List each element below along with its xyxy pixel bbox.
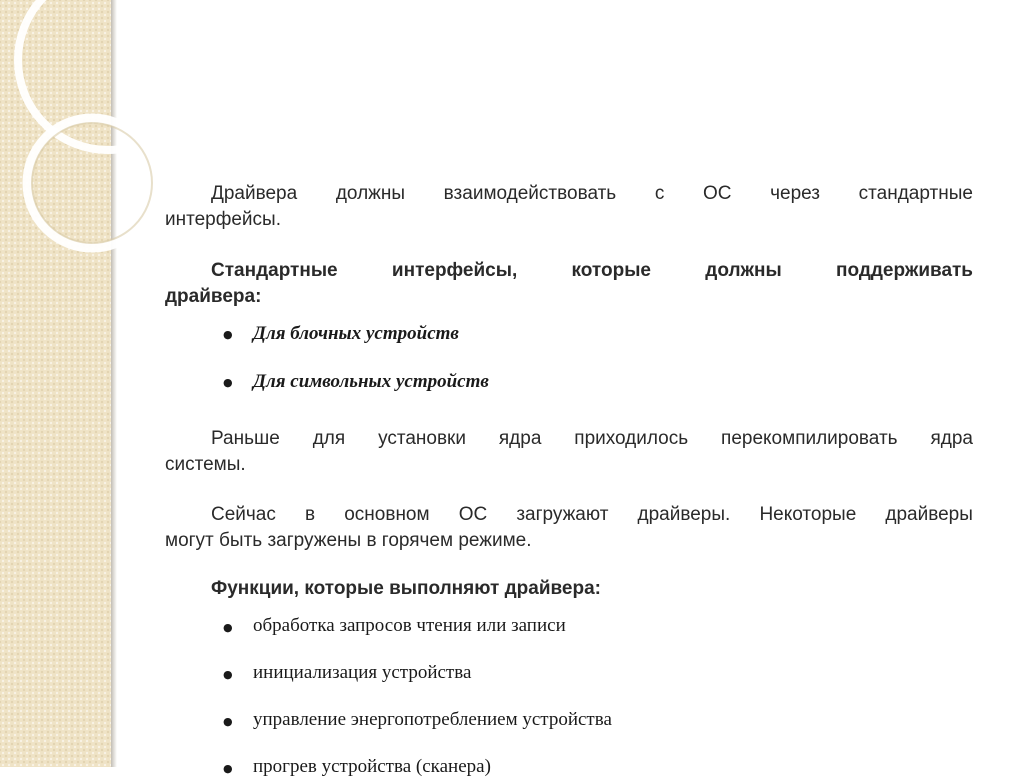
bullet-icon: ● [223, 762, 233, 775]
word: ядра [498, 428, 542, 449]
word: должны [335, 183, 406, 204]
paragraph-2-line-1 [211, 427, 973, 451]
heading-1-line-2: драйвера: [165, 286, 262, 307]
word: Стандартные [211, 260, 338, 281]
list-2-item-4: прогрев устройства (сканера) [253, 756, 491, 777]
word: драйверы [885, 504, 973, 525]
paragraph-3-line-2: могут быть загружены в горячем режиме. [165, 530, 532, 551]
paragraph-2-line-2: системы. [165, 454, 246, 475]
word: поддерживать [835, 260, 973, 281]
word: драйверы. [637, 504, 731, 525]
word: ядра [930, 428, 973, 449]
bullet-icon: ● [223, 328, 233, 341]
bullet-icon: ● [223, 668, 233, 681]
word: установки [378, 428, 466, 449]
word: взаимодействовать [443, 183, 617, 204]
word: основном [344, 504, 430, 525]
bullet-icon: ● [223, 621, 233, 634]
list-2-item-1: обработка запросов чтения или записи [253, 615, 566, 636]
bullet-icon: ● [223, 715, 233, 728]
heading-1-line-1 [211, 259, 973, 283]
bullet-icon: ● [223, 376, 233, 389]
word: через [770, 183, 821, 204]
word: ОС [458, 504, 488, 525]
list-1-item-1: Для блочных устройств [253, 323, 459, 344]
word: приходилось [574, 428, 689, 449]
word: стандартные [858, 183, 973, 204]
list-2-item-3: управление энергопотреблением устройства [253, 709, 612, 730]
heading-2: Функции, которые выполняют драйвера: [211, 578, 601, 599]
word: перекомпилировать [721, 428, 898, 449]
paragraph-3-line-1 [211, 503, 973, 527]
word: Раньше [211, 428, 280, 449]
word: должны [705, 260, 782, 281]
word: загружают [516, 504, 609, 525]
word: Некоторые [759, 504, 857, 525]
word: для [312, 428, 346, 449]
word: ОС [702, 183, 732, 204]
list-1-item-2: Для символьных устройств [253, 371, 489, 392]
word: которые [571, 260, 651, 281]
word: в [305, 504, 316, 525]
word: с [654, 183, 665, 204]
word: Сейчас [211, 504, 276, 525]
word: Драйвера [211, 183, 298, 204]
word: интерфейсы, [391, 260, 518, 281]
paragraph-1-line-2: интерфейсы. [165, 209, 281, 230]
list-2-item-2: инициализация устройства [253, 662, 472, 683]
paragraph-1-line-1 [211, 182, 973, 206]
